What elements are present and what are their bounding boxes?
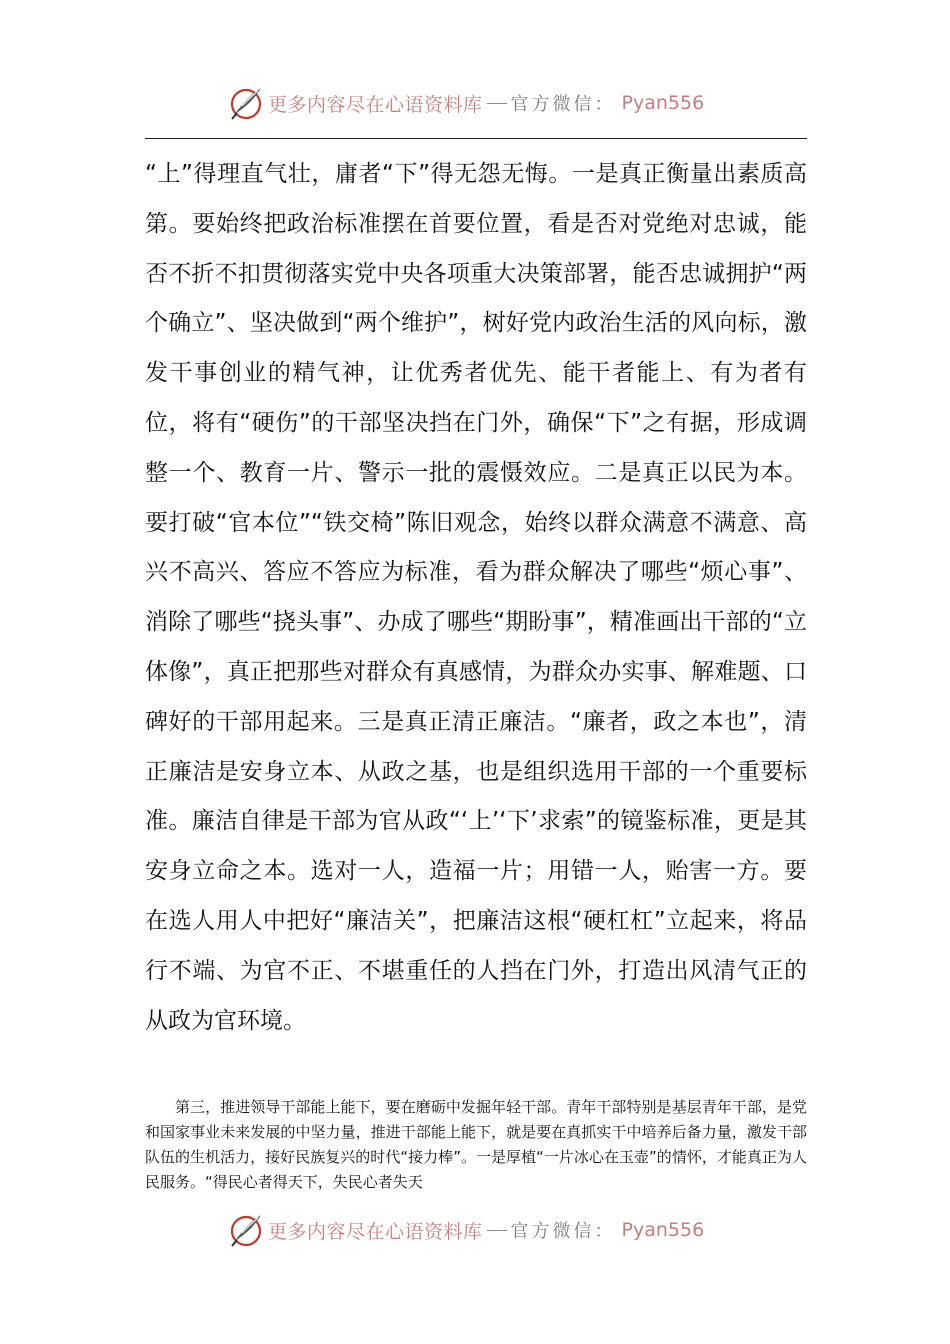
- quill-pen-logo-icon: [228, 85, 264, 121]
- banner-divider: [487, 1230, 507, 1231]
- banner-label: 官方微信：: [510, 1221, 616, 1242]
- footer-banner: [228, 1210, 704, 1250]
- small-paragraph: 第三，推进领导干部能上能下，要在磨砺中发掘年轻干部。青年干部特别是基层青年干部，是党和国家事业未来发展的中坚力量，推进干部能上能下，就是要在真抓实干中培养后备力量，激发干部队伍的生机活力，接好民族复兴的时代“接力棒”。一是厚植“一片冰心在玉壶”的情怀，才能真正为人民服务。“得民心者得天下，失民心者失天: [145, 1098, 807, 1191]
- quill-pen-logo-icon: [228, 1212, 264, 1248]
- banner-text: 更多内容尽在心语资料库: [268, 1220, 483, 1243]
- main-paragraph: “上”得理直气壮，庸者“下”得无怨无悔。一是真正衡量出素质高第。要始终把政治标准摆在首要位置，看是否对党绝对忠诚，能否不折不扣贯彻落实党中央各项重大决策部署，能否忠诚拥护“两个确立”、坚决做到“两个维护”，树好党内政治生活的风向标，激发干事创业的精气神，让优秀者优先、能干者能上、有为者有位，将有“硬伤”的干部坚决挡在门外，确保“下”之有据，形成调整一个、教育一片、警示一批的震慑效应。二是真正以民为本。要打破“官本位”“铁交椅”陈旧观念，始终以群众满意不满意、高兴不高兴、答应不答应为标准，看为群众解决了哪些“烦心事”、消除了哪些“挠头事”、办成了哪些“期盼事”，精准画出干部的“立体像”，真正把那些对群众有真感情，为群众办实事、解难题、口碑好的干部用起来。三是真正清正廉洁。“廉者，政之本也”，清正廉洁是安身立本、从政之基，也是组织选用干部的一个重要标准。廉洁自律是干部为官从政“‘上’‘下’求索”的镜鉴标准，更是其安身立命之本。选对一人，造福一片；用错一人，贻害一方。要在选人用人中把好“廉洁关”，把廉洁这根“硬杠杠”立起来，将品行不端、为官不正、不堪重任的人挡在门外，打造出风清气正的从政为官环境。: [145, 161, 807, 1034]
- banner-wechat-id: Pyan556: [621, 1219, 705, 1241]
- header-rule: [145, 138, 807, 139]
- banner-text: 更多内容尽在心语资料库: [268, 93, 483, 116]
- banner-divider: [487, 103, 507, 104]
- banner-wechat-id: Pyan556: [621, 92, 705, 114]
- header-banner: [228, 83, 704, 123]
- banner-label: 官方微信：: [510, 94, 616, 115]
